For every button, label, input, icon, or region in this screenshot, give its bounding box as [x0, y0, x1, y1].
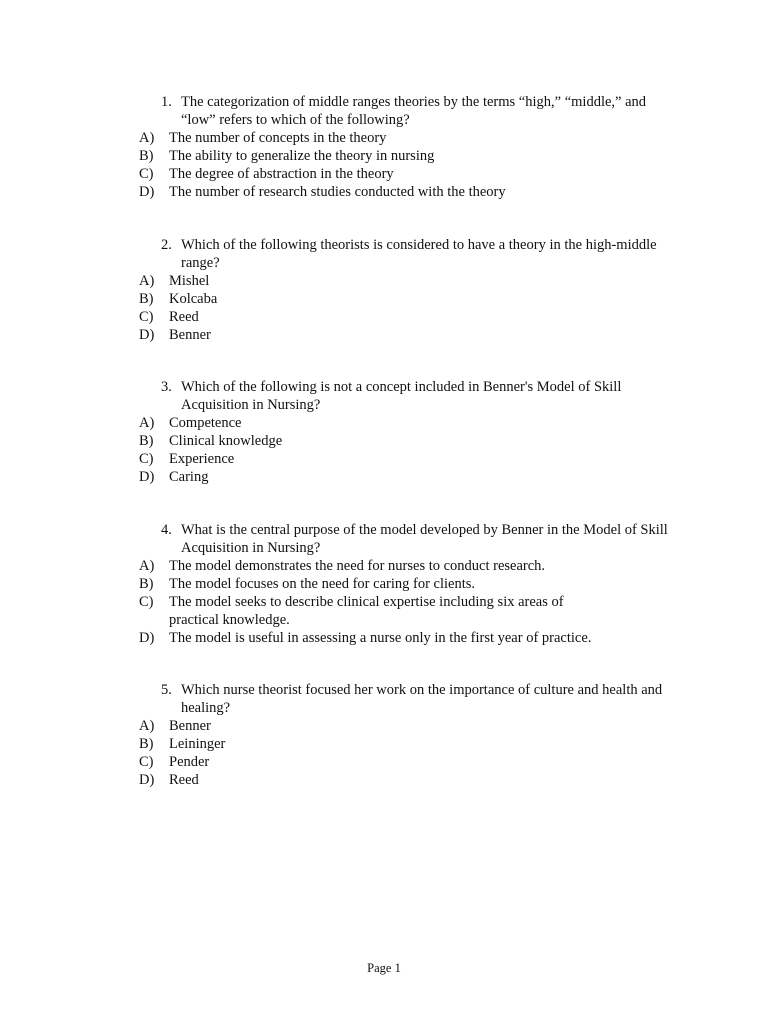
option-b [139, 735, 679, 753]
option-label: B) [139, 576, 154, 592]
option-text: Competence [169, 415, 242, 431]
option-text: The number of research studies conducted with the theory [169, 184, 506, 200]
option-label: A) [139, 273, 155, 289]
question-number: 5. [161, 682, 172, 698]
option-text: The number of concepts in the theory [169, 130, 387, 146]
question-stem [139, 522, 679, 557]
option-label: C) [139, 594, 154, 610]
question-stem [139, 682, 679, 717]
question-5 [139, 682, 679, 789]
question-stem [139, 94, 679, 129]
question-text: What is the central purpose of the model developed by Benner in the Model of Skill Acquisition in Nursing? [181, 522, 668, 556]
question-1 [139, 94, 679, 201]
option-b [139, 432, 679, 450]
question-number: 2. [161, 237, 172, 253]
option-d [139, 183, 679, 201]
question-3 [139, 379, 679, 486]
option-label: C) [139, 451, 154, 467]
question-4 [139, 522, 679, 647]
option-text: The model seeks to describe clinical expertise including six areas of practical knowledge. [169, 594, 564, 628]
question-stem [139, 237, 679, 272]
option-text: Benner [169, 718, 211, 734]
option-text: Caring [169, 469, 209, 485]
option-text: The model demonstrates the need for nurses to conduct research. [169, 558, 546, 574]
option-label: A) [139, 130, 155, 146]
option-label: D) [139, 327, 155, 343]
option-text: Experience [169, 451, 235, 467]
question-text: The categorization of middle ranges theories by the terms “high,” “middle,” and “low” refers to which of the following? [181, 94, 647, 128]
option-c [139, 308, 679, 326]
option-label: D) [139, 184, 155, 200]
option-text: Pender [169, 754, 210, 770]
option-label: D) [139, 630, 155, 646]
option-d [139, 468, 679, 486]
option-label: C) [139, 166, 154, 182]
question-text: Which of the following is not a concept included in Benner's Model of Skill Acquisition in Nursing? [181, 379, 622, 413]
question-number: 4. [161, 522, 172, 538]
option-label: D) [139, 772, 155, 788]
option-b [139, 575, 679, 593]
option-a [139, 272, 679, 290]
question-stem [139, 379, 679, 414]
option-label: C) [139, 754, 154, 770]
option-c [139, 450, 679, 468]
option-text: Benner [169, 327, 211, 343]
option-text: Mishel [169, 273, 210, 289]
option-c [139, 753, 679, 771]
option-text: Reed [169, 309, 199, 325]
question-2 [139, 237, 679, 344]
option-label: B) [139, 433, 154, 449]
option-a [139, 129, 679, 147]
question-text: Which nurse theorist focused her work on the importance of culture and health and healing? [181, 682, 663, 716]
question-number: 3. [161, 379, 172, 395]
option-text: The ability to generalize the theory in nursing [169, 148, 435, 164]
question-text: Which of the following theorists is considered to have a theory in the high-middle range? [181, 237, 657, 271]
option-label: B) [139, 736, 154, 752]
option-text: Reed [169, 772, 199, 788]
option-label: C) [139, 309, 154, 325]
page-number: Page 1 [367, 961, 401, 975]
option-label: A) [139, 718, 155, 734]
option-label: A) [139, 558, 155, 574]
option-c [139, 165, 679, 183]
question-number: 1. [161, 94, 172, 110]
option-text: Clinical knowledge [169, 433, 283, 449]
option-text: Kolcaba [169, 291, 218, 307]
option-a [139, 557, 679, 575]
option-a [139, 414, 679, 432]
option-c [139, 593, 679, 629]
option-label: B) [139, 148, 154, 164]
option-d [139, 326, 679, 344]
option-a [139, 717, 679, 735]
option-text: The degree of abstraction in the theory [169, 166, 394, 182]
option-text: Leininger [169, 736, 226, 752]
option-text: The model is useful in assessing a nurse only in the first year of practice. [169, 630, 592, 646]
option-text: The model focuses on the need for caring for clients. [169, 576, 476, 592]
option-d [139, 629, 679, 647]
option-label: A) [139, 415, 155, 431]
option-label: D) [139, 469, 155, 485]
option-label: B) [139, 291, 154, 307]
option-b [139, 147, 679, 165]
option-d [139, 771, 679, 789]
option-b [139, 290, 679, 308]
